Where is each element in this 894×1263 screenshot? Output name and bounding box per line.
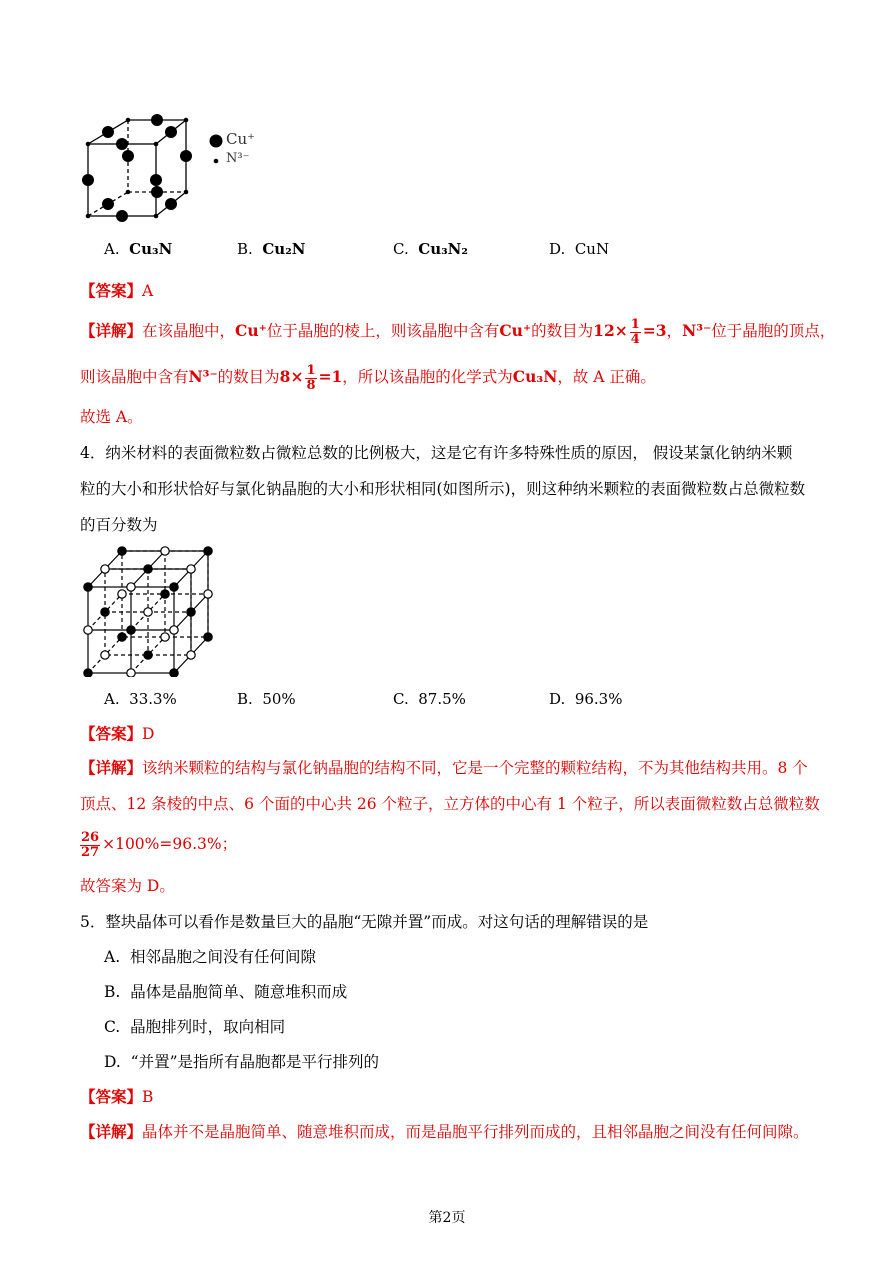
legend-cu-label: Cu⁺ bbox=[226, 130, 256, 148]
answer-tag: 【答案】 bbox=[80, 724, 143, 743]
page-number: 第2页 bbox=[428, 1210, 466, 1226]
q5-option-b[interactable]: B. 晶体是晶胞简单、随意堆积而成 bbox=[104, 983, 348, 1001]
fraction-1-8: $\frac{1}{8}$ bbox=[306, 362, 316, 393]
q3-conclusion: 故选 A。 bbox=[80, 408, 143, 426]
q3-option-c[interactable]: C. Cu₃N₂ bbox=[393, 240, 468, 258]
detail-tag: 【详解】 bbox=[80, 1122, 143, 1141]
q4-detail-line-3: $\frac{26}{27}$ ×100%=96.3%； bbox=[81, 829, 238, 860]
q5-option-a[interactable]: A. 相邻晶胞之间没有任何间隙 bbox=[104, 948, 316, 966]
q5-stem: 5．整块晶体可以看作是数量巨大的晶胞“无隙并置”而成。对这句话的理解错误的是 bbox=[80, 913, 649, 931]
fraction-1-4: $\frac{1}{4}$ bbox=[630, 316, 640, 347]
cu3n-unit-cell-figure bbox=[76, 108, 276, 226]
q4-option-d[interactable]: D. 96.3% bbox=[549, 690, 623, 708]
detail-tag: 【详解】 bbox=[80, 758, 143, 777]
q3-answer: 【答案】A bbox=[80, 281, 154, 300]
q5-option-c[interactable]: C. 晶胞排列时，取向相同 bbox=[104, 1018, 286, 1036]
q4-detail-line-1: 【详解】该纳米颗粒的结构与氯化钠晶胞的结构不同，它是一个完整的颗粒结构，不为其他结构共用。8 个 bbox=[80, 758, 808, 777]
q4-option-c[interactable]: C. 87.5% bbox=[393, 690, 466, 708]
answer-tag: 【答案】 bbox=[80, 1087, 143, 1106]
legend-n-label: N³⁻ bbox=[226, 151, 250, 166]
nacl-nanoparticle-figure bbox=[80, 545, 220, 677]
q4-conclusion: 故答案为 D。 bbox=[80, 877, 175, 895]
q3-detail-line-2: 则该晶胞中含有N³⁻的数目为8× $\frac{1}{8}$ =1，所以该晶胞的化学式为Cu₃N，故 A 正确。 bbox=[80, 362, 656, 393]
detail-tag: 【详解】 bbox=[80, 321, 143, 340]
q4-stem-line-3: 的百分数为 bbox=[80, 516, 158, 534]
q3-option-a[interactable]: A. Cu₃N bbox=[104, 240, 173, 258]
q4-option-a[interactable]: A. 33.3% bbox=[104, 690, 177, 708]
q4-stem-line-1: 4．纳米材料的表面微粒数占微粒总数的比例极大，这是它有许多特殊性质的原因， 假设某氯化钠纳米颗 bbox=[80, 444, 793, 462]
q3-option-b[interactable]: B. Cu₂N bbox=[237, 240, 306, 258]
q4-stem-line-2: 粒的大小和形状恰好与氯化钠晶胞的大小和形状相同(如图所示)，则这种纳米颗粒的表面微粒数占总微粒数 bbox=[80, 480, 806, 498]
answer-tag: 【答案】 bbox=[80, 281, 143, 300]
fraction-26-27: $\frac{26}{27}$ bbox=[81, 829, 100, 860]
q3-option-d[interactable]: D. CuN bbox=[549, 240, 610, 258]
q4-detail-line-2: 顶点、12 条棱的中点、6 个面的中心共 26 个粒子，立方体的中心有 1 个粒子，所以表面微粒数占总微粒数 bbox=[80, 795, 820, 813]
q4-answer: 【答案】D bbox=[80, 724, 155, 743]
q5-detail: 【详解】晶体并不是晶胞简单、随意堆积而成，而是晶胞平行排列而成的，且相邻晶胞之间没有任何间隙。 bbox=[80, 1122, 809, 1141]
q5-answer: 【答案】B bbox=[80, 1087, 154, 1106]
q5-option-d[interactable]: D. “并置”是指所有晶胞都是平行排列的 bbox=[104, 1053, 380, 1071]
q4-option-b[interactable]: B. 50% bbox=[237, 690, 296, 708]
q3-detail-line-1: 【详解】在该晶胞中，Cu⁺位于晶胞的棱上，则该晶胞中含有Cu⁺的数目为12× $\frac{1}{4}$ =3，N³⁻位于晶胞的顶点， bbox=[80, 316, 836, 347]
